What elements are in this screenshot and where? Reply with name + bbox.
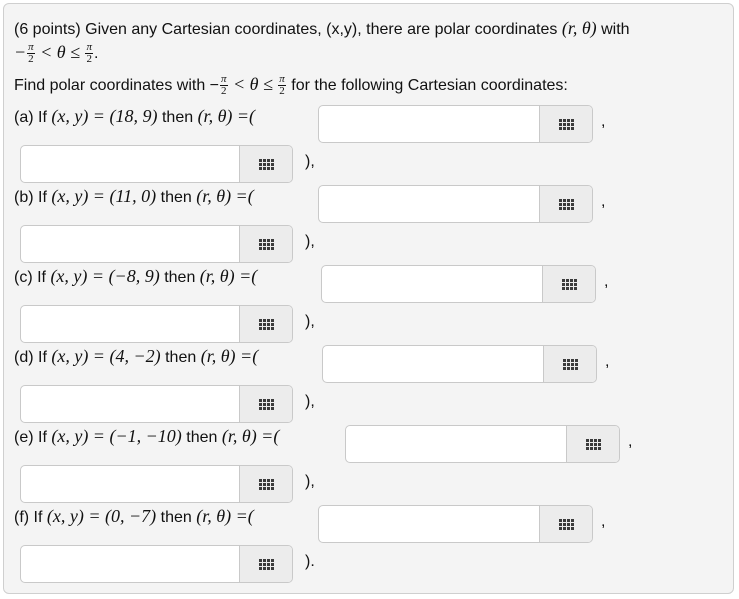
xy-expression: (x, y) = (50, 266, 109, 286)
comma-separator: , (601, 513, 606, 530)
fraction-pi-over-2: $\frac{\pi}{2}$ (86, 41, 92, 66)
xy-expression: (x, y) = (51, 106, 110, 126)
question-f (14, 506, 254, 527)
keypad-grid-icon (259, 559, 274, 570)
r-value-b-keypad-button[interactable] (539, 186, 592, 222)
r-value-f-field (318, 505, 593, 543)
r-value-b-input[interactable] (319, 186, 540, 222)
cartesian-point: (4, −2) (109, 346, 166, 366)
theta-value-c-input[interactable] (21, 306, 240, 342)
question-label: (d) If (14, 349, 52, 366)
theta-value-a-keypad-button[interactable] (239, 146, 292, 182)
comma-separator: , (601, 113, 606, 130)
r-value-d-input[interactable] (323, 346, 544, 382)
question-label: (b) If (14, 189, 52, 206)
then-text: then (160, 509, 197, 526)
theta-value-a-input[interactable] (21, 146, 240, 182)
intro-polar-pair: (r, θ) (561, 18, 597, 38)
intro-line-3 (14, 74, 568, 97)
then-text: then (164, 269, 200, 286)
theta-value-d-input[interactable] (21, 386, 240, 422)
comma-separator: , (604, 273, 609, 290)
r-value-a-field (318, 105, 593, 143)
r-value-a-input[interactable] (319, 106, 540, 142)
r-value-e-input[interactable] (346, 426, 567, 462)
r-value-f-input[interactable] (319, 506, 540, 542)
r-value-c-keypad-button[interactable] (542, 266, 595, 302)
theta-value-c-keypad-button[interactable] (239, 306, 292, 342)
polar-expression: (r, θ) =( (197, 106, 256, 126)
keypad-grid-icon (259, 479, 274, 490)
r-value-e-keypad-button[interactable] (566, 426, 619, 462)
intro-text-3: Find polar coordinates with − (14, 77, 219, 94)
theta-value-b-input[interactable] (21, 226, 240, 262)
comma-separator: , (605, 353, 610, 370)
keypad-grid-icon (559, 199, 574, 210)
theta-value-c-field (20, 305, 293, 343)
keypad-grid-icon (259, 239, 274, 250)
question-c (14, 266, 257, 287)
question-label: (f) If (14, 509, 47, 526)
then-text: then (186, 429, 222, 446)
theta-value-d-field (20, 385, 293, 423)
theta-value-b-keypad-button[interactable] (239, 226, 292, 262)
polar-expression: (r, θ) =( (199, 266, 258, 286)
cartesian-point: (0, −7) (105, 506, 161, 526)
r-value-d-keypad-button[interactable] (543, 346, 596, 382)
xy-expression: (x, y) = (51, 186, 110, 206)
fraction-pi-over-2: $\frac{\pi}{2}$ (279, 73, 285, 98)
polar-expression: (r, θ) =( (200, 346, 259, 366)
r-value-d-field (322, 345, 597, 383)
xy-expression: (x, y) = (51, 346, 110, 366)
keypad-grid-icon (259, 159, 274, 170)
comma-separator: , (628, 433, 633, 450)
keypad-grid-icon (259, 399, 274, 410)
xy-expression: (x, y) = (51, 426, 110, 446)
then-text: then (161, 109, 198, 126)
intro-with: with (601, 21, 630, 38)
question-label: (a) If (14, 109, 52, 126)
question-label: (e) If (14, 429, 52, 446)
theta-value-f-input[interactable] (21, 546, 240, 582)
r-value-c-field (321, 265, 596, 303)
fraction-pi-over-2: $\frac{\pi}{2}$ (221, 73, 227, 98)
r-value-e-field (345, 425, 620, 463)
theta-value-e-input[interactable] (21, 466, 240, 502)
question-a (14, 106, 255, 127)
theta-value-d-keypad-button[interactable] (239, 386, 292, 422)
closing-paren: ), (305, 153, 315, 170)
keypad-grid-icon (563, 359, 578, 370)
keypad-grid-icon (559, 519, 574, 530)
theta-value-e-keypad-button[interactable] (239, 466, 292, 502)
minus-sign: − (14, 42, 27, 62)
polar-expression: (r, θ) =( (196, 186, 254, 206)
closing-paren: ), (305, 313, 315, 330)
r-value-f-keypad-button[interactable] (539, 506, 592, 542)
r-value-b-field (318, 185, 593, 223)
r-value-a-keypad-button[interactable] (539, 106, 592, 142)
theta-value-f-keypad-button[interactable] (239, 546, 292, 582)
question-d (14, 346, 258, 367)
keypad-grid-icon (562, 279, 577, 290)
polar-expression: (r, θ) =( (196, 506, 254, 526)
r-value-c-input[interactable] (322, 266, 543, 302)
keypad-grid-icon (259, 319, 274, 330)
question-e (14, 426, 279, 447)
question-b (14, 186, 254, 207)
polar-expression: (r, θ) =( (221, 426, 280, 446)
theta-value-e-field (20, 465, 293, 503)
theta-value-a-field (20, 145, 293, 183)
closing-paren: ), (305, 233, 315, 250)
theta-inequality: < θ ≤ (232, 74, 273, 94)
cartesian-point: (−8, 9) (108, 266, 165, 286)
xy-expression: (x, y) = (46, 506, 106, 526)
closing-paren: ), (305, 473, 315, 490)
comma-separator: , (601, 193, 606, 210)
cartesian-point: (−1, −10) (109, 426, 187, 446)
intro-line-2: − $\frac{\pi}{2}$ < θ ≤ $\frac{\pi}{2}$ . (14, 41, 99, 66)
intro-text-3-tail: for the following Cartesian coordinates: (291, 77, 568, 94)
keypad-grid-icon (559, 119, 574, 130)
then-text: then (160, 189, 197, 206)
intro-line-1 (14, 18, 630, 39)
theta-inequality: < θ ≤ (40, 42, 80, 62)
theta-value-b-field (20, 225, 293, 263)
cartesian-point: (11, 0) (109, 186, 161, 206)
closing-paren: ), (305, 393, 315, 410)
question-label: (c) If (14, 269, 51, 286)
then-text: then (165, 349, 201, 366)
fraction-pi-over-2: $\frac{\pi}{2}$ (28, 41, 34, 66)
theta-value-f-field (20, 545, 293, 583)
cartesian-point: (18, 9) (109, 106, 162, 126)
intro-text-1: (6 points) Given any Cartesian coordinates, (x,y), there are polar coordinates (14, 21, 558, 38)
closing-paren: ). (305, 553, 315, 570)
keypad-grid-icon (586, 439, 601, 450)
